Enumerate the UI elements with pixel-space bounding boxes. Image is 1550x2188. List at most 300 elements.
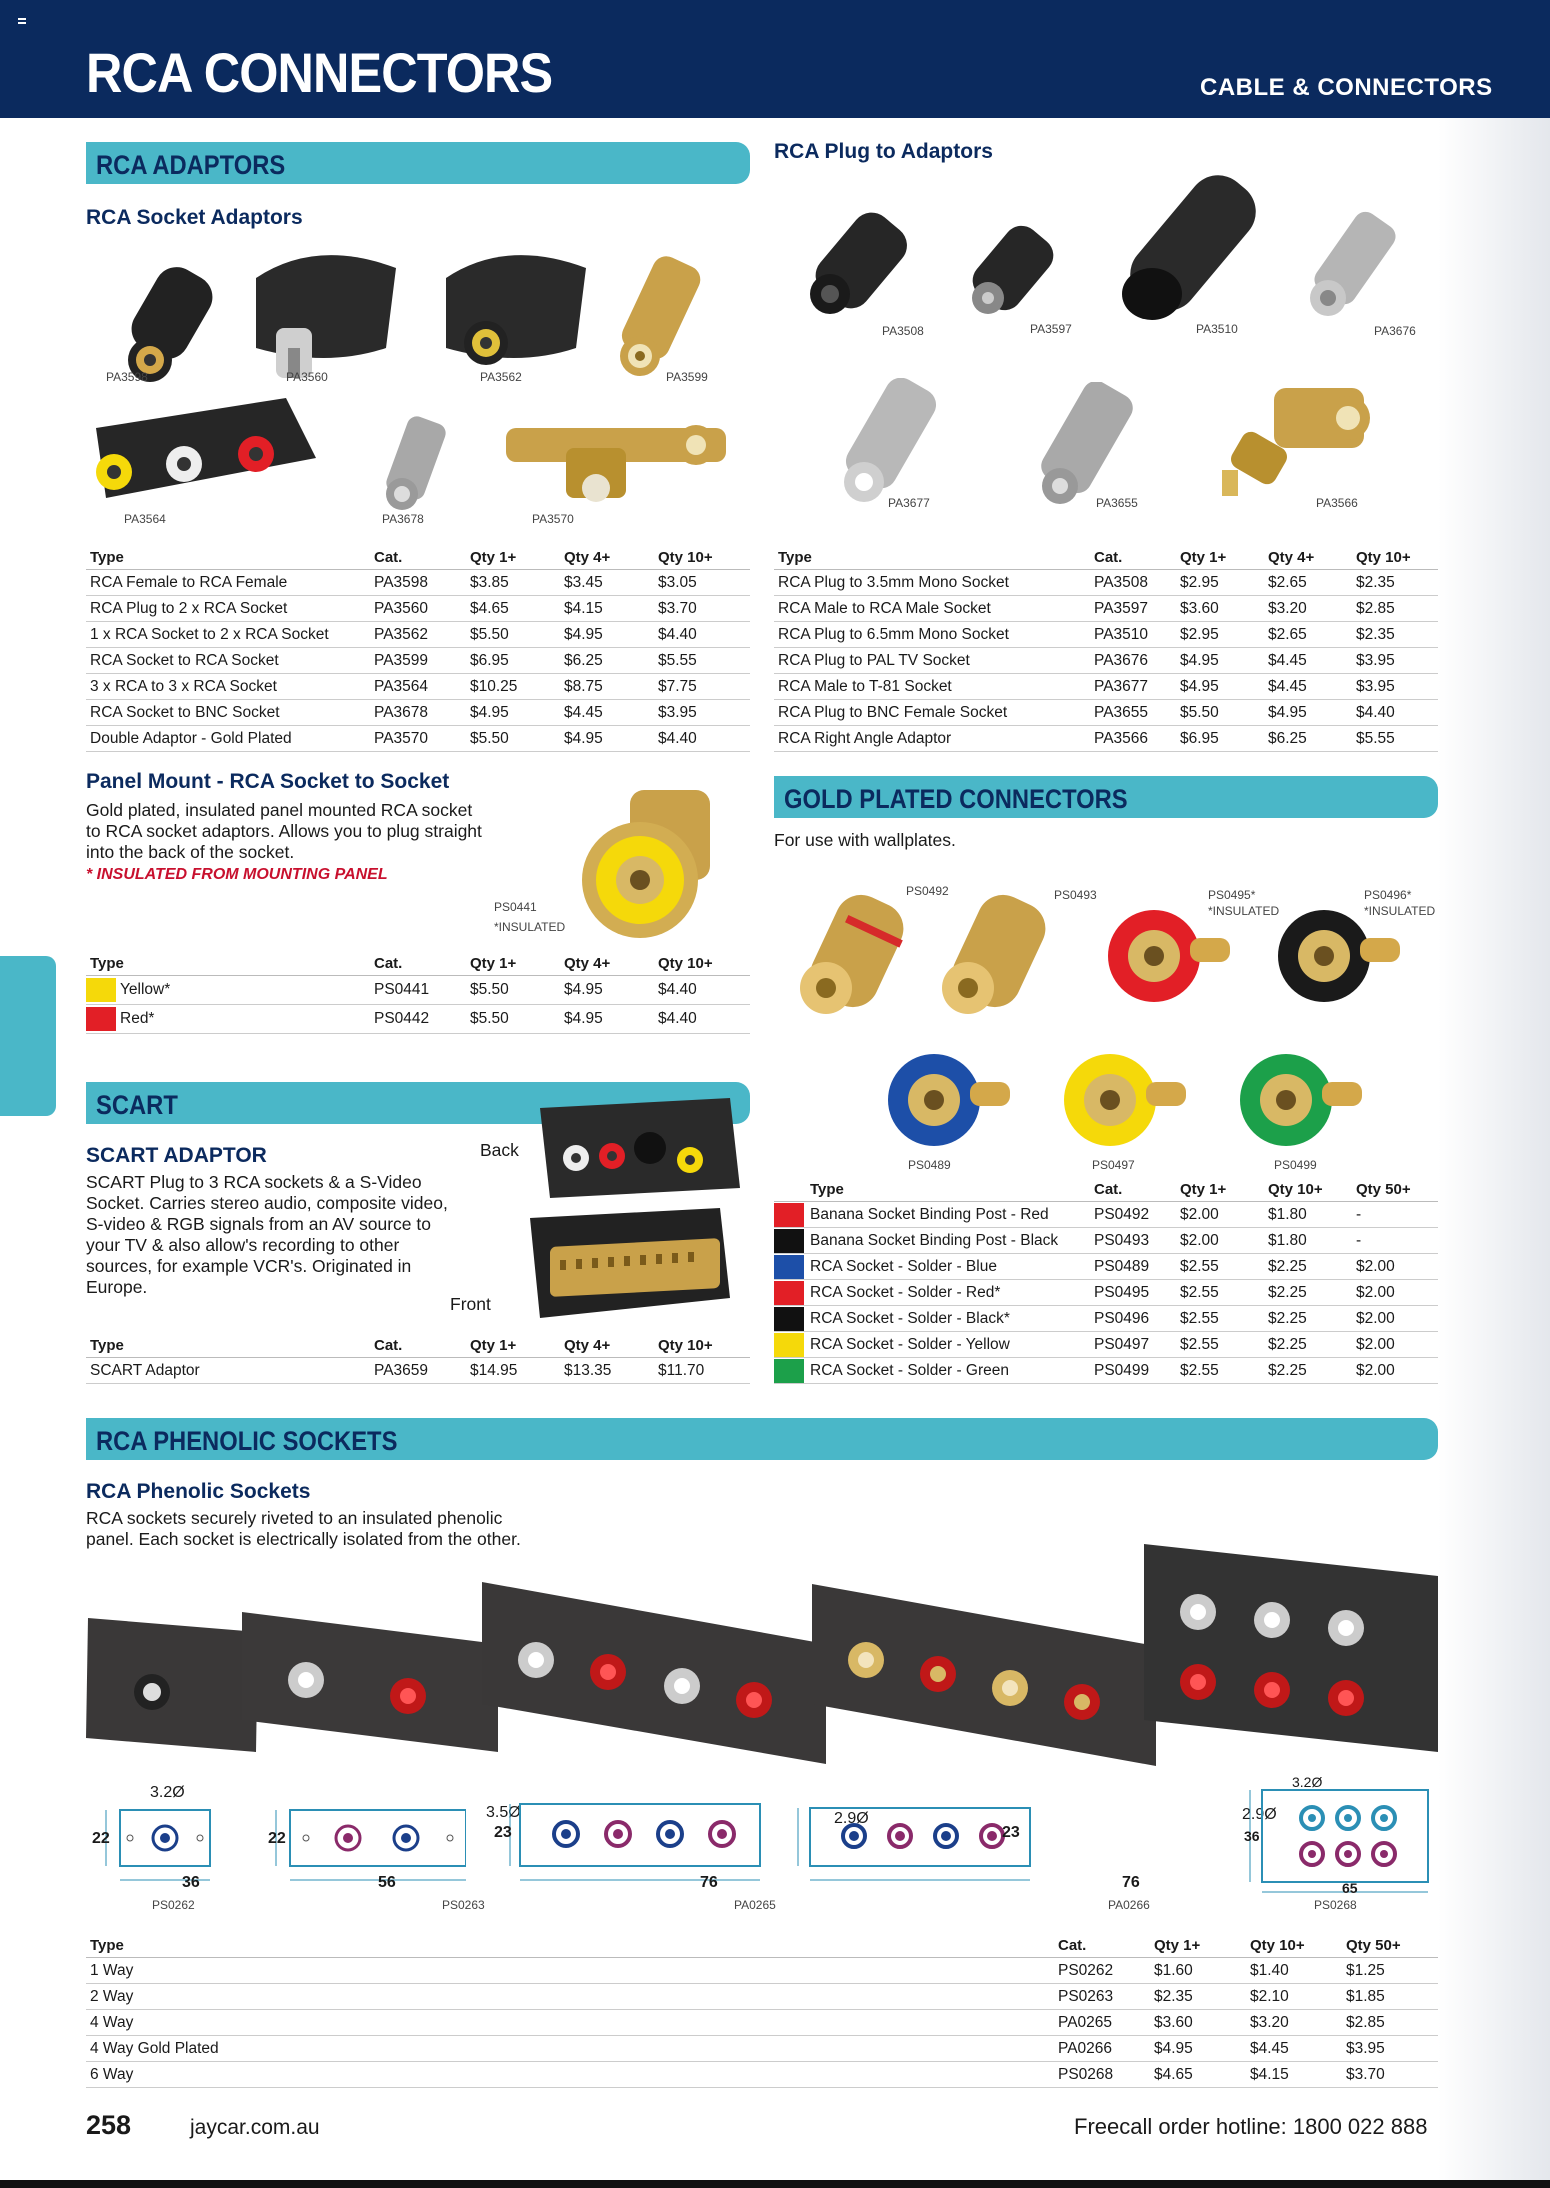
table-row	[774, 570, 1438, 596]
caption-pa3599: PA3599	[666, 370, 708, 384]
product-pa3560-image	[236, 238, 406, 388]
diagram-pa0265	[506, 1800, 766, 1900]
type-label: Yellow*	[120, 981, 171, 999]
scart-front-label: Front	[450, 1294, 491, 1314]
col-qty1: Qty 1+	[1176, 546, 1264, 570]
table-cell: $4.95	[1176, 674, 1264, 700]
table-cell: 4 Way	[86, 2010, 1054, 2036]
table-cell: PA3677	[1090, 674, 1176, 700]
caption-ps0493: PS0493	[1054, 888, 1097, 902]
table-cell: PA3599	[370, 648, 466, 674]
diagram-ps0268-height: 36	[1244, 1828, 1260, 1844]
table-row	[86, 1358, 750, 1384]
table-cell: $2.35	[1150, 1984, 1246, 2010]
table-cell: $13.35	[560, 1358, 654, 1384]
table-cell: $6.25	[1264, 726, 1352, 752]
table-cell: RCA Plug to 2 x RCA Socket	[86, 596, 370, 622]
table-cell: PA3655	[1090, 700, 1176, 726]
diagram-pa0265-width: 76	[700, 1874, 718, 1891]
banner-rca-adaptors: RCA ADAPTORS	[86, 142, 750, 184]
col-qty10: Qty 10+	[654, 1334, 750, 1358]
scart-adaptor-heading: SCART ADAPTOR	[86, 1144, 267, 1167]
diagram-ps0262-height: 22	[92, 1830, 110, 1847]
table-cell: RCA Right Angle Adaptor	[774, 726, 1090, 752]
table-cell: PA3678	[370, 700, 466, 726]
socket-adaptors-photos	[86, 228, 750, 528]
table-cell: PA3560	[370, 596, 466, 622]
col-qty50: Qty 50+	[1342, 1934, 1438, 1958]
product-pa3659-image	[530, 1088, 750, 1328]
color-swatch	[86, 1007, 116, 1031]
table-row	[86, 1958, 1438, 1984]
panel-mount-table-body	[86, 976, 750, 1034]
table-row	[774, 1228, 1438, 1254]
table-cell: PS0495	[1090, 1280, 1176, 1306]
table-cell: $2.25	[1264, 1358, 1352, 1384]
diagram-ps0262-width: 36	[182, 1874, 200, 1891]
banner-scart: SCART	[86, 1082, 750, 1124]
phenolic-diagrams	[86, 1774, 1438, 1920]
product-pa3655-image	[1024, 382, 1144, 512]
table-cell: $1.85	[1342, 1984, 1438, 2010]
color-swatch	[774, 1359, 804, 1383]
table-cell: PS0268	[1054, 2062, 1150, 2088]
table-cell: 1 Way	[86, 1958, 1054, 1984]
table-cell: PA3598	[370, 570, 466, 596]
table-cell: $2.25	[1264, 1306, 1352, 1332]
table-row	[774, 674, 1438, 700]
table-cell: PS0492	[1090, 1202, 1176, 1228]
table-cell: SCART Adaptor	[86, 1358, 370, 1384]
panel-mount-heading: Panel Mount - RCA Socket to Socket	[86, 770, 450, 793]
table-cell: Double Adaptor - Gold Plated	[86, 726, 370, 752]
table-cell: $4.45	[1246, 2036, 1342, 2062]
table-cell: $1.80	[1264, 1202, 1352, 1228]
diagram-pa0265-diameter: 2.9Ø	[834, 1810, 869, 1827]
table-cell: $5.50	[466, 726, 560, 752]
table-cell: PA0265	[1054, 2010, 1150, 2036]
caption-ps0492: PS0492	[906, 884, 949, 898]
col-cat: Cat.	[1054, 1934, 1150, 1958]
diagram-ps0268	[1236, 1780, 1436, 1900]
caption-pa3676: PA3676	[1374, 324, 1416, 338]
scart-back-label: Back	[480, 1140, 519, 1160]
caption-ps0495-insulated: *INSULATED	[1208, 904, 1280, 918]
table-cell: RCA Socket - Solder - Green	[806, 1358, 1090, 1384]
col-qty4: Qty 4+	[560, 546, 654, 570]
table-cell: $4.95	[560, 726, 654, 752]
table-cell: $3.60	[1176, 596, 1264, 622]
table-cell: Banana Socket Binding Post - Black	[806, 1228, 1090, 1254]
table-cell: $5.50	[466, 622, 560, 648]
table-cell: RCA Male to T-81 Socket	[774, 674, 1090, 700]
product-pa3676-image	[1298, 206, 1408, 326]
table-row	[86, 2036, 1438, 2062]
table-cell: PA3659	[370, 1358, 466, 1384]
caption-pa3564: PA3564	[124, 512, 166, 526]
caption-ps0496-insulated: *INSULATED	[1364, 904, 1436, 918]
col-cat: Cat.	[370, 952, 466, 976]
diagram-pa0266	[786, 1804, 1046, 1904]
table-cell: $2.25	[1264, 1254, 1352, 1280]
diagram-pa0266-diameter: 2.9Ø	[1242, 1806, 1277, 1823]
table-header-row	[86, 952, 750, 976]
caption-pa3570: PA3570	[532, 512, 574, 526]
table-row	[774, 700, 1438, 726]
table-row	[774, 1306, 1438, 1332]
table-cell: $3.95	[1342, 2036, 1438, 2062]
diagram-ps0263-height: 22	[268, 1830, 286, 1847]
table-cell: RCA Socket to RCA Socket	[86, 648, 370, 674]
table-cell: PS0441	[370, 976, 466, 1005]
table-cell: $1.25	[1342, 1958, 1438, 1984]
product-pa3566-image	[1214, 378, 1384, 508]
col-qty10: Qty 10+	[654, 952, 750, 976]
product-pa3678-image	[366, 408, 466, 518]
table-header-row	[774, 1178, 1438, 1202]
table-cell: $4.95	[466, 700, 560, 726]
table-cell: $2.95	[1176, 622, 1264, 648]
table-cell: $2.25	[1264, 1280, 1352, 1306]
table-cell: $14.95	[466, 1358, 560, 1384]
table-cell: $6.95	[1176, 726, 1264, 752]
table-cell: RCA Socket - Solder - Red*	[806, 1280, 1090, 1306]
table-header-row	[86, 1934, 1438, 1958]
caption-ps0441: PS0441	[494, 900, 537, 914]
table-row	[86, 570, 750, 596]
scart-description: SCART Plug to 3 RCA sockets & a S-Video Socket. Carries stereo audio, composite video, S-video & RGB signals from an AV source to your TV & also allow's recording to other sources, for example VCR's. Originated in Europe.	[86, 1172, 448, 1297]
product-ps0492-image	[782, 892, 912, 1022]
table-cell: RCA Socket - Solder - Black*	[806, 1306, 1090, 1332]
caption-ps0489: PS0489	[908, 1158, 951, 1172]
caption-pa3677: PA3677	[888, 496, 930, 510]
hotline-text: Freecall order hotline: 1800 022 888	[1074, 2114, 1428, 2139]
caption-insulated: *INSULATED	[494, 920, 566, 934]
table-cell: $4.95	[560, 1005, 654, 1034]
color-swatch	[774, 1255, 804, 1279]
table-cell: RCA Plug to 6.5mm Mono Socket	[774, 622, 1090, 648]
table-cell: $2.00	[1352, 1280, 1438, 1306]
rca-adaptors-table	[86, 546, 750, 752]
product-pa3570-image	[496, 398, 736, 508]
table-row	[774, 596, 1438, 622]
col-qty10: Qty 10+	[1352, 546, 1438, 570]
col-qty1: Qty 1+	[1176, 1178, 1264, 1202]
diagram-ps0262	[86, 1800, 226, 1900]
col-qty10: Qty 10+	[1264, 1178, 1352, 1202]
table-cell: RCA Socket to BNC Socket	[86, 700, 370, 726]
product-pa3510-image	[1114, 168, 1264, 328]
table-cell: $4.95	[560, 622, 654, 648]
table-cell: PA3562	[370, 622, 466, 648]
table-row	[86, 726, 750, 752]
table-cell: $1.80	[1264, 1228, 1352, 1254]
rca-socket-adaptors-heading: RCA Socket Adaptors	[86, 206, 303, 229]
table-cell: PA3508	[1090, 570, 1176, 596]
website-link[interactable]: jaycar.com.au	[190, 2116, 320, 2139]
table-cell: $4.40	[654, 726, 750, 752]
menu-icon[interactable]	[18, 18, 26, 24]
table-row	[86, 648, 750, 674]
table-cell: PS0489	[1090, 1254, 1176, 1280]
col-qty50: Qty 50+	[1352, 1178, 1438, 1202]
table-cell: $4.95	[1264, 700, 1352, 726]
table-cell: $5.50	[1176, 700, 1264, 726]
table-cell: $4.45	[560, 700, 654, 726]
table-row	[86, 976, 750, 1005]
product-pa3599-image	[602, 238, 722, 388]
gold-plated-table	[774, 1178, 1438, 1384]
table-cell: $4.45	[1264, 674, 1352, 700]
col-qty4: Qty 4+	[560, 1334, 654, 1358]
col-type: Type	[806, 1178, 1090, 1202]
table-cell: PS0442	[370, 1005, 466, 1034]
table-cell: -	[1352, 1228, 1438, 1254]
table-cell: PS0262	[1054, 1958, 1150, 1984]
diagram-ps0262-diameter: 3.2Ø	[150, 1784, 185, 1801]
table-row	[774, 1358, 1438, 1384]
table-cell: -	[1352, 1202, 1438, 1228]
table-cell: RCA Socket - Solder - Blue	[806, 1254, 1090, 1280]
table-cell: 1 x RCA Socket to 2 x RCA Socket	[86, 622, 370, 648]
phenolic-description: RCA sockets securely riveted to an insulated phenolic panel. Each socket is electrically isolated from the other.	[86, 1508, 521, 1549]
table-cell: $2.00	[1176, 1202, 1264, 1228]
table-cell: PS0493	[1090, 1228, 1176, 1254]
caption-ps0495: PS0495*	[1208, 888, 1256, 902]
diagram-pa0265-cat: PA0265	[734, 1898, 776, 1912]
table-cell: RCA Female to RCA Female	[86, 570, 370, 596]
diagram-ps0263	[266, 1800, 466, 1900]
table-cell: $5.55	[1352, 726, 1438, 752]
product-pa3508-image	[800, 202, 920, 322]
table-row	[774, 1332, 1438, 1358]
table-row	[774, 648, 1438, 674]
table-cell: $4.65	[1150, 2062, 1246, 2088]
product-pa3598-image	[112, 248, 222, 388]
table-cell: PS0499	[1090, 1358, 1176, 1384]
plug-adaptors-table	[774, 546, 1438, 752]
color-swatch	[774, 1281, 804, 1305]
col-qty4: Qty 4+	[560, 952, 654, 976]
plug-adaptors-photos	[774, 168, 1438, 518]
col-type: Type	[86, 952, 370, 976]
table-cell: $5.50	[466, 976, 560, 1005]
phenolic-heading: RCA Phenolic Sockets	[86, 1480, 311, 1503]
table-cell: $3.95	[1352, 648, 1438, 674]
table-cell: $3.45	[560, 570, 654, 596]
rca-plug-adaptors-heading: RCA Plug to Adaptors	[774, 140, 993, 163]
col-qty10: Qty 10+	[1246, 1934, 1342, 1958]
caption-pa3678: PA3678	[382, 512, 424, 526]
type-label: Red*	[120, 1010, 155, 1028]
table-cell: $4.65	[466, 596, 560, 622]
table-cell: $4.95	[560, 976, 654, 1005]
table-cell: $2.00	[1352, 1332, 1438, 1358]
phenolic-table-body	[86, 1958, 1438, 2088]
table-row	[774, 1202, 1438, 1228]
banner-phenolic: RCA PHENOLIC SOCKETS	[86, 1418, 1438, 1460]
table-cell: $2.00	[1176, 1228, 1264, 1254]
table-row	[774, 622, 1438, 648]
product-ps0441-image	[560, 780, 750, 950]
table-cell: RCA Plug to BNC Female Socket	[774, 700, 1090, 726]
scart-table-body	[86, 1358, 750, 1384]
col-type: Type	[86, 546, 370, 570]
phenolic-panels-image	[86, 1540, 1438, 1800]
table-cell: $5.55	[654, 648, 750, 674]
diagram-ps0262-cat: PS0262	[152, 1898, 195, 1912]
color-swatch	[86, 978, 116, 1002]
table-cell: $2.10	[1246, 1984, 1342, 2010]
caption-ps0497: PS0497	[1092, 1158, 1135, 1172]
table-cell: $2.55	[1176, 1358, 1264, 1384]
table-cell: $2.00	[1352, 1358, 1438, 1384]
table-cell: PA3676	[1090, 648, 1176, 674]
color-swatch	[774, 1307, 804, 1331]
table-cell: $3.70	[1342, 2062, 1438, 2088]
table-cell: $7.75	[654, 674, 750, 700]
caption-pa3598: PA3598	[106, 370, 148, 384]
table-cell: $1.40	[1246, 1958, 1342, 1984]
table-cell: $3.60	[1150, 2010, 1246, 2036]
table-header-row	[86, 1334, 750, 1358]
diagram-pa0266-height: 23	[1002, 1824, 1020, 1841]
gold-description: For use with wallplates.	[774, 830, 956, 850]
product-pa3562-image	[426, 238, 596, 388]
table-cell: RCA Plug to PAL TV Socket	[774, 648, 1090, 674]
page-title: RCA CONNECTORS	[86, 41, 553, 104]
product-ps0493-image	[924, 892, 1054, 1022]
table-cell: $6.25	[560, 648, 654, 674]
product-ps0489-image	[882, 1046, 1022, 1156]
scart-table	[86, 1334, 750, 1384]
plug-adaptors-table-body	[774, 570, 1438, 752]
col-cat: Cat.	[1090, 546, 1176, 570]
table-cell: $3.70	[654, 596, 750, 622]
side-tab[interactable]	[0, 956, 56, 1116]
table-cell: 3 x RCA to 3 x RCA Socket	[86, 674, 370, 700]
table-cell: PA3564	[370, 674, 466, 700]
table-cell: $2.55	[1176, 1306, 1264, 1332]
table-cell	[86, 1005, 370, 1034]
table-header-row	[774, 546, 1438, 570]
diagram-ps0263-cat: PS0263	[442, 1898, 485, 1912]
caption-pa3560: PA3560	[286, 370, 328, 384]
panel-mount-table	[86, 952, 750, 1034]
table-cell: $5.50	[466, 1005, 560, 1034]
table-cell: 6 Way	[86, 2062, 1054, 2088]
panel-mount-description: Gold plated, insulated panel mounted RCA socket to RCA socket adaptors. Allows you to plug straight into the back of the socket.	[86, 800, 482, 862]
gold-plated-photos	[774, 880, 1438, 1180]
caption-pa3508: PA3508	[882, 324, 924, 338]
table-cell: $2.25	[1264, 1332, 1352, 1358]
col-type: Type	[86, 1934, 1054, 1958]
table-cell: $6.95	[466, 648, 560, 674]
bottom-bar	[0, 2180, 1550, 2188]
table-row	[86, 596, 750, 622]
table-cell: $3.20	[1246, 2010, 1342, 2036]
caption-pa3597: PA3597	[1030, 322, 1072, 336]
product-ps0495-image	[1104, 902, 1244, 1012]
table-row	[86, 2010, 1438, 2036]
page-edge-shade	[1438, 118, 1550, 2188]
col-cat: Cat.	[370, 546, 466, 570]
table-cell: $2.00	[1352, 1306, 1438, 1332]
table-cell: $4.40	[1352, 700, 1438, 726]
table-cell: PS0497	[1090, 1332, 1176, 1358]
table-cell: $2.00	[1352, 1254, 1438, 1280]
table-cell: PA3510	[1090, 622, 1176, 648]
caption-ps0496: PS0496*	[1364, 888, 1412, 902]
page-number: 258	[86, 2110, 132, 2140]
table-row	[774, 726, 1438, 752]
table-cell: PA0266	[1054, 2036, 1150, 2062]
table-row	[86, 1005, 750, 1034]
rca-adaptors-table-body	[86, 570, 750, 752]
gold-plated-table-body	[774, 1202, 1438, 1384]
caption-pa3655: PA3655	[1096, 496, 1138, 510]
table-cell: Banana Socket Binding Post - Red	[806, 1202, 1090, 1228]
panel-mount-note: * INSULATED FROM MOUNTING PANEL	[86, 866, 388, 883]
table-row	[774, 1254, 1438, 1280]
table-row	[774, 1280, 1438, 1306]
product-pa3597-image	[960, 220, 1070, 320]
table-cell: $2.95	[1176, 570, 1264, 596]
table-row	[86, 2062, 1438, 2088]
table-cell: PA3570	[370, 726, 466, 752]
table-cell: $4.95	[1150, 2036, 1246, 2062]
table-cell: PA3597	[1090, 596, 1176, 622]
table-cell: $2.35	[1352, 622, 1438, 648]
col-qty1: Qty 1+	[1150, 1934, 1246, 1958]
col-cat: Cat.	[1090, 1178, 1176, 1202]
table-cell: $2.85	[1342, 2010, 1438, 2036]
table-cell: $4.40	[654, 622, 750, 648]
caption-pa3562: PA3562	[480, 370, 522, 384]
table-header-row	[86, 546, 750, 570]
table-cell: $8.75	[560, 674, 654, 700]
banner-gold-plated: GOLD PLATED CONNECTORS	[774, 776, 1438, 818]
table-cell: $4.40	[654, 976, 750, 1005]
table-row	[86, 1984, 1438, 2010]
diagram-ps0268-width: 65	[1342, 1880, 1358, 1896]
diagram-pa0266-cat: PA0266	[1108, 1898, 1150, 1912]
diagram-ps0263-width: 56	[378, 1874, 396, 1891]
table-cell: PS0496	[1090, 1306, 1176, 1332]
table-cell: $2.35	[1352, 570, 1438, 596]
table-cell: RCA Socket - Solder - Yellow	[806, 1332, 1090, 1358]
col-qty4: Qty 4+	[1264, 546, 1352, 570]
table-cell: $11.70	[654, 1358, 750, 1384]
color-swatch	[774, 1203, 804, 1227]
table-row	[86, 700, 750, 726]
table-cell: $3.95	[1352, 674, 1438, 700]
table-cell	[86, 976, 370, 1005]
table-cell: $4.15	[560, 596, 654, 622]
caption-pa3566: PA3566	[1316, 496, 1358, 510]
caption-ps0499: PS0499	[1274, 1158, 1317, 1172]
table-cell: $2.65	[1264, 622, 1352, 648]
product-ps0496-image	[1274, 902, 1414, 1012]
col-type: Type	[86, 1334, 370, 1358]
col-qty1: Qty 1+	[466, 952, 560, 976]
product-ps0499-image	[1234, 1046, 1374, 1156]
diagram-ps0268-cat: PS0268	[1314, 1898, 1357, 1912]
table-row	[86, 622, 750, 648]
col-qty1: Qty 1+	[466, 1334, 560, 1358]
table-cell: $4.45	[1264, 648, 1352, 674]
col-cat: Cat.	[370, 1334, 466, 1358]
